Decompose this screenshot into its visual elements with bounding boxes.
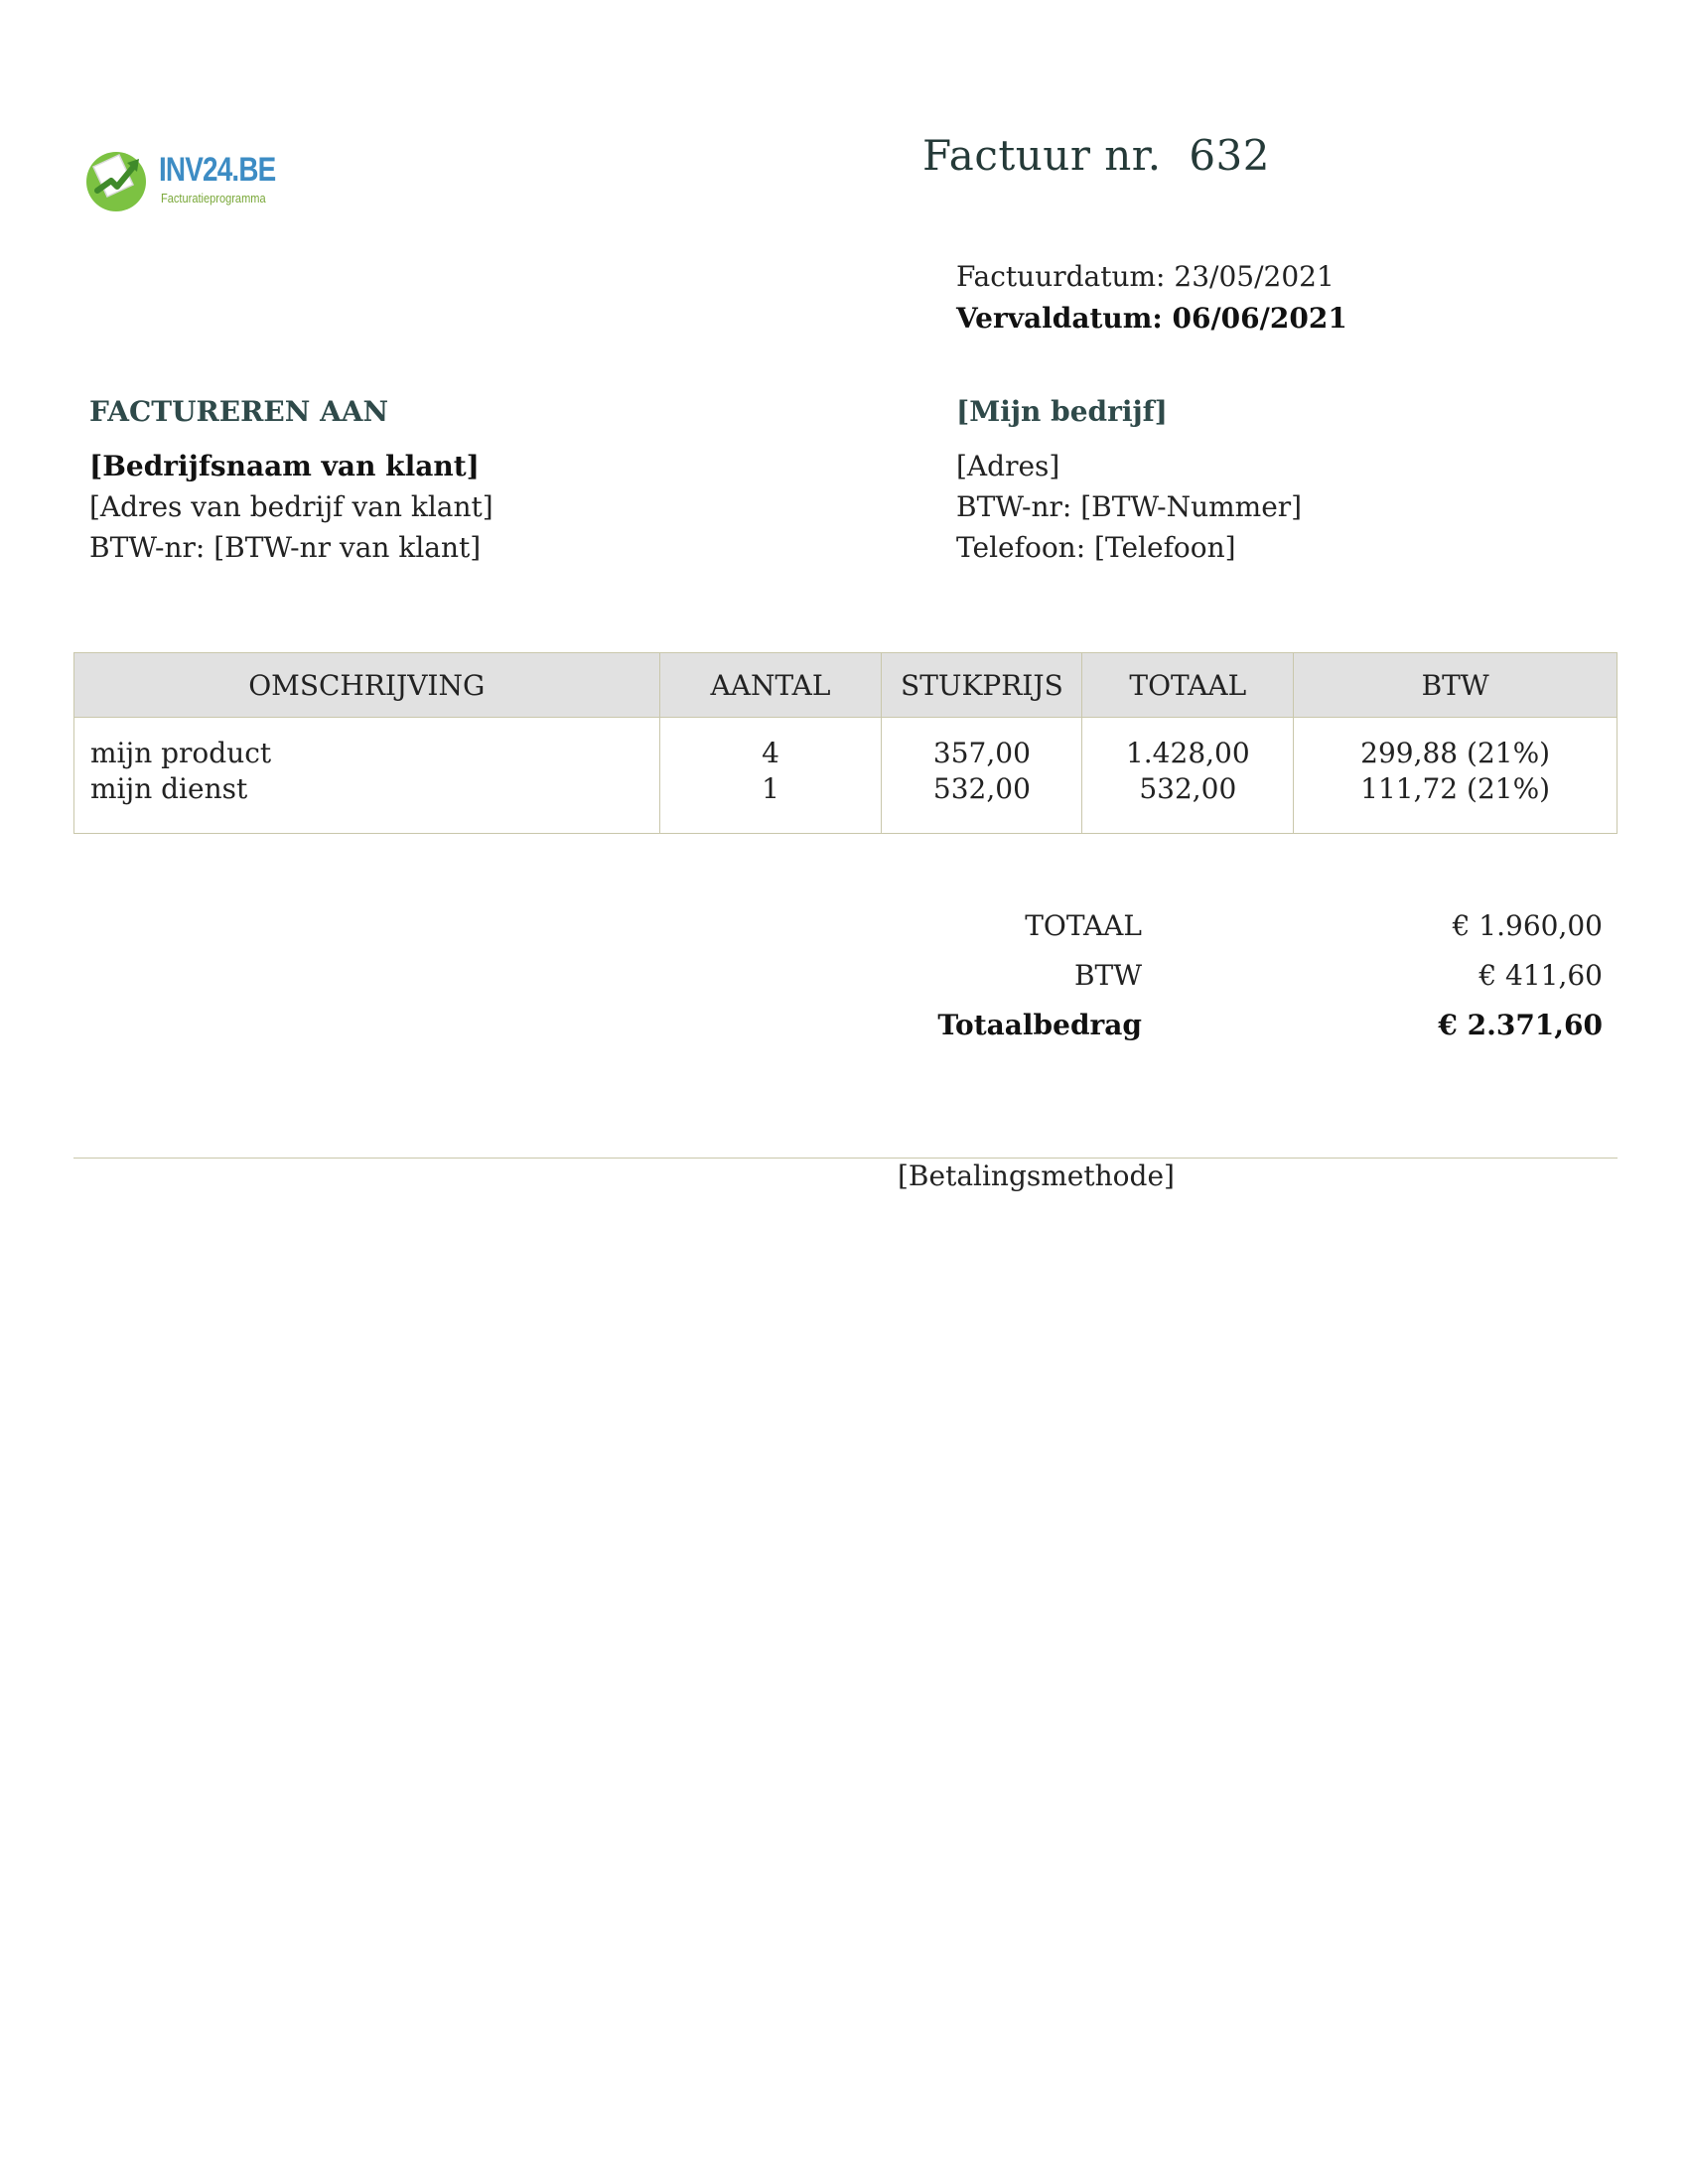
invoice-title: Factuur nr. 632 — [922, 131, 1270, 180]
column-header-quantity: AANTAL — [659, 653, 882, 718]
payment-method: [Betalingsmethode] — [898, 1160, 1175, 1192]
client-address: [Adres van bedrijf van klant] — [89, 490, 493, 523]
due-date: Vervaldatum: 06/06/2021 — [956, 302, 1347, 335]
item-description: mijn dienst — [90, 772, 248, 805]
seller-heading: [Mijn bedrijf] — [956, 395, 1168, 428]
logo-tagline: Facturatieprogramma — [161, 191, 266, 205]
column-header-unit-price: STUKPRIJS — [882, 653, 1082, 718]
item-quantity: 4 — [762, 737, 779, 769]
grand-total-value: € 2.371,60 — [1438, 1009, 1603, 1041]
table-header-row — [74, 653, 1618, 718]
quantity-cell — [659, 718, 882, 834]
item-vat: 111,72 (21%) — [1360, 772, 1551, 805]
column-header-description: OMSCHRIJVING — [74, 653, 660, 718]
vat-total-label: BTW — [1073, 959, 1142, 992]
bill-to-block — [89, 446, 493, 568]
total-cell — [1082, 718, 1294, 834]
item-description: mijn product — [90, 737, 272, 769]
line-items-table — [73, 652, 1618, 834]
client-vat-number: BTW-nr: [BTW-nr van klant] — [89, 531, 482, 564]
grand-total-label: Totaalbedrag — [937, 1009, 1142, 1041]
item-total: 1.428,00 — [1125, 737, 1250, 769]
item-vat: 299,88 (21%) — [1360, 737, 1551, 769]
description-cell — [74, 718, 660, 834]
seller-vat-number: BTW-nr: [BTW-Nummer] — [956, 490, 1303, 523]
company-logo — [83, 141, 282, 214]
column-header-total: TOTAAL — [1082, 653, 1294, 718]
footer-divider — [73, 1158, 1618, 1159]
item-total: 532,00 — [1139, 772, 1237, 805]
vat-total-value: € 411,60 — [1478, 959, 1603, 992]
item-quantity: 1 — [762, 772, 779, 805]
unit-price-cell — [882, 718, 1082, 834]
item-unit-price: 532,00 — [932, 772, 1031, 805]
client-company-name: [Bedrijfsnaam van klant] — [89, 450, 480, 482]
table-row — [74, 718, 1618, 834]
seller-phone: Telefoon: [Telefoon] — [956, 531, 1236, 564]
logo-wordmark: INV24.BE — [159, 151, 276, 189]
invoice-date: Factuurdatum: 23/05/2021 — [956, 260, 1335, 293]
column-header-vat: BTW — [1294, 653, 1618, 718]
logo-chart-icon — [83, 147, 149, 212]
vat-cell — [1294, 718, 1618, 834]
subtotal-value: € 1.960,00 — [1452, 909, 1603, 942]
bill-to-heading: FACTUREREN AAN — [89, 395, 389, 428]
seller-address: [Adres] — [956, 450, 1060, 482]
seller-block — [956, 446, 1302, 568]
subtotal-label: TOTAAL — [1025, 909, 1142, 942]
item-unit-price: 357,00 — [932, 737, 1031, 769]
